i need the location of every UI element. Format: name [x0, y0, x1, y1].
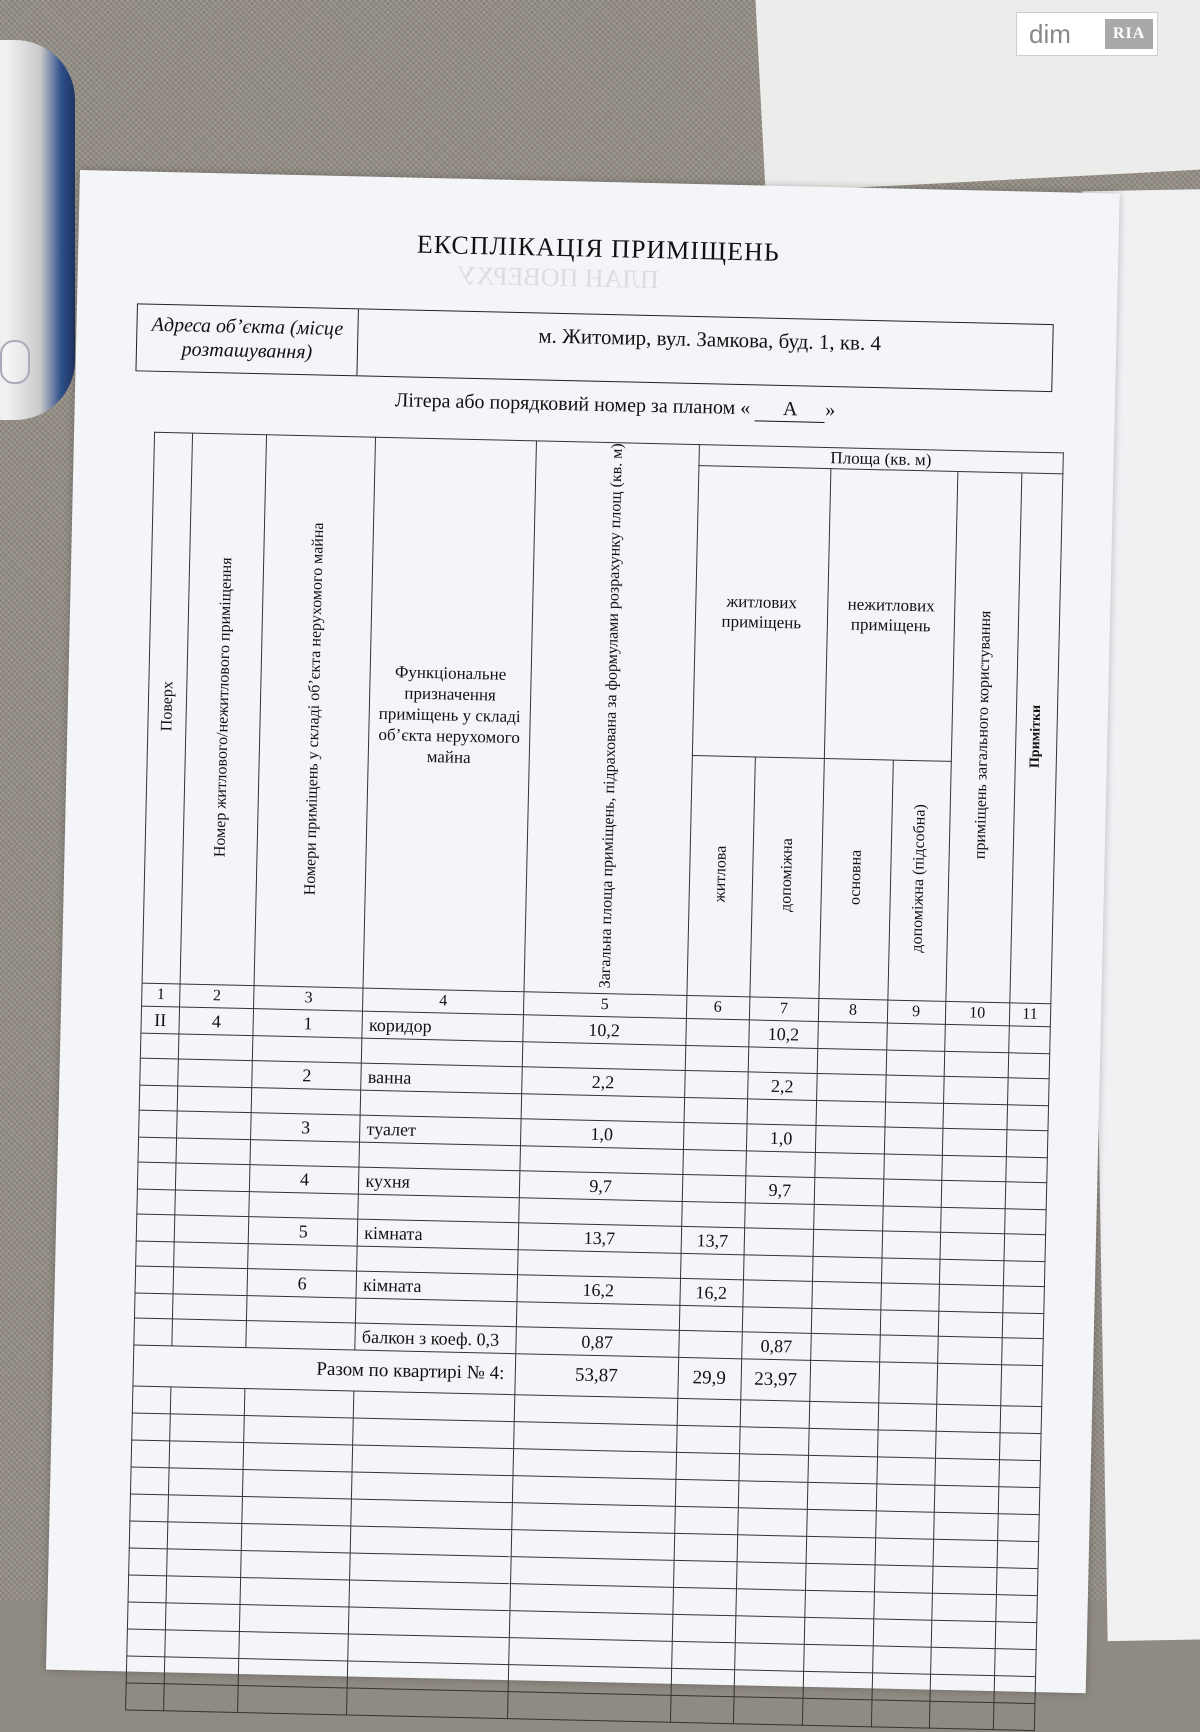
cell-unit	[175, 1163, 250, 1192]
cell-living	[678, 1331, 742, 1359]
col-number: 7	[749, 997, 819, 1022]
cell-unit	[178, 1059, 253, 1088]
residential-group-header: житлових приміщень	[692, 466, 831, 759]
total-aux-value: 23,97	[740, 1359, 811, 1402]
col-notes-header: Примітки	[1010, 473, 1063, 1004]
cell-total: 2,2	[521, 1067, 685, 1098]
col-number: 3	[254, 986, 363, 1011]
cell-unit	[172, 1319, 247, 1348]
col-number: 1	[142, 983, 181, 1007]
cell-name: ванна	[361, 1063, 522, 1094]
cell-name: туалет	[360, 1115, 521, 1146]
cell-living	[682, 1175, 746, 1203]
col-aux-header: допоміжна	[749, 757, 824, 999]
col-number: 4	[363, 988, 524, 1015]
cell-aux: 2,2	[747, 1072, 817, 1101]
mug-handle	[0, 340, 30, 384]
cell-floor	[140, 1058, 179, 1086]
cell-name: коридор	[362, 1011, 523, 1042]
col-main-header: основна	[819, 759, 893, 1000]
logo-ria-text: RIA	[1105, 19, 1153, 49]
cell-aux: 9,7	[745, 1176, 815, 1205]
cell-total: 9,7	[519, 1171, 683, 1202]
rooms-table	[125, 432, 1064, 1732]
col-aux-utility-header: допоміжна (підсобна)	[887, 760, 950, 1001]
address-box	[135, 303, 1053, 392]
col-number: 5	[523, 992, 686, 1019]
litera-close-quote: »	[824, 398, 836, 422]
col-living-header: житлова	[686, 756, 754, 997]
cell-unit	[173, 1267, 248, 1296]
cell-unit: 4	[179, 1007, 254, 1036]
address-value: м. Житомир, вул. Замкова, буд. 1, кв. 4	[538, 323, 882, 356]
cell-aux	[742, 1280, 812, 1309]
cell-living	[683, 1123, 747, 1151]
cell-living	[684, 1071, 748, 1099]
cell-total: 13,7	[518, 1223, 682, 1254]
cell-floor: ІІ	[141, 1006, 180, 1034]
cell-floor	[135, 1266, 174, 1294]
col-number: 6	[686, 996, 750, 1020]
cell-aux	[744, 1228, 814, 1257]
total-area-value: 53,87	[514, 1354, 678, 1399]
cell-unit	[177, 1111, 252, 1140]
cell-room: 1	[253, 1009, 363, 1038]
document-title: ЕКСПЛІКАЦІЯ ПРИМІЩЕНЬ	[416, 229, 781, 267]
cell-room: 2	[252, 1061, 362, 1090]
col-number: 9	[887, 1000, 945, 1024]
cell-room: 5	[249, 1217, 359, 1246]
col-number: 11	[1009, 1003, 1051, 1027]
cell-room: 6	[247, 1269, 357, 1298]
cell-name: кухня	[359, 1167, 520, 1198]
cell-total: 1,0	[520, 1119, 684, 1150]
address-label: Адреса об’єкта (місце розташування)	[136, 304, 358, 375]
col-number: 2	[180, 984, 255, 1009]
col-number: 10	[945, 1002, 1010, 1026]
mug-object	[0, 40, 75, 420]
col-common-header: приміщень загального користування	[945, 471, 1021, 1003]
nonresidential-group-header: нежитлових приміщень	[825, 469, 958, 762]
litera-open-quote: «	[739, 397, 751, 420]
cell-aux: 1,0	[746, 1124, 816, 1153]
cell-room: 4	[250, 1165, 360, 1194]
cell-total: 0,87	[515, 1327, 679, 1358]
cell-living: 13,7	[681, 1227, 745, 1255]
cell-floor	[137, 1162, 176, 1190]
cell-aux: 10,2	[748, 1020, 818, 1049]
col-function-header: Функціональне призначення приміщень у складі об’єкта нерухомого майна	[363, 437, 536, 992]
cell-living	[685, 1019, 749, 1047]
total-living-value: 29,9	[677, 1358, 741, 1400]
dimria-logo	[1016, 12, 1158, 56]
cell-room: 3	[251, 1113, 361, 1142]
cell-floor	[136, 1214, 175, 1242]
col-number: 8	[819, 999, 888, 1024]
cell-floor	[134, 1318, 173, 1346]
cell-living: 16,2	[679, 1279, 743, 1307]
show-through-text: ПЛАН ПОВЕРХУ	[457, 260, 660, 295]
col-floor-header: Поверх	[142, 432, 193, 984]
cell-name: кімната	[356, 1271, 517, 1302]
col-total-header: Загальна площа приміщень, підрахована за формулами розрахунку площ (кв. м)	[524, 441, 699, 996]
cell-name: балкон з коеф. 0,3	[355, 1323, 516, 1354]
litera-value: А	[755, 397, 826, 423]
cell-aux: 0,87	[741, 1332, 811, 1361]
col-room-header: Номери приміщень у складі об’єкта нерухомого майна	[254, 435, 375, 989]
litera-line	[395, 389, 836, 423]
logo-dim-text: dim	[1029, 18, 1071, 49]
total-label: Разом по квартирі № 4:	[133, 1345, 515, 1395]
litera-label: Літера або порядковий номер за планом	[394, 389, 736, 419]
area-group-header: Площа (кв. м)	[698, 445, 1063, 474]
col-unit-header: Номер житлового/нежитлового приміщення	[180, 433, 267, 986]
cell-room	[246, 1321, 356, 1350]
header-row-1	[154, 432, 1063, 474]
cell-total: 10,2	[522, 1015, 686, 1046]
cell-name: кімната	[357, 1219, 518, 1250]
cell-floor	[139, 1110, 178, 1138]
document-page	[46, 170, 1120, 1693]
cell-total: 16,2	[516, 1275, 680, 1306]
cell-unit	[174, 1215, 249, 1244]
